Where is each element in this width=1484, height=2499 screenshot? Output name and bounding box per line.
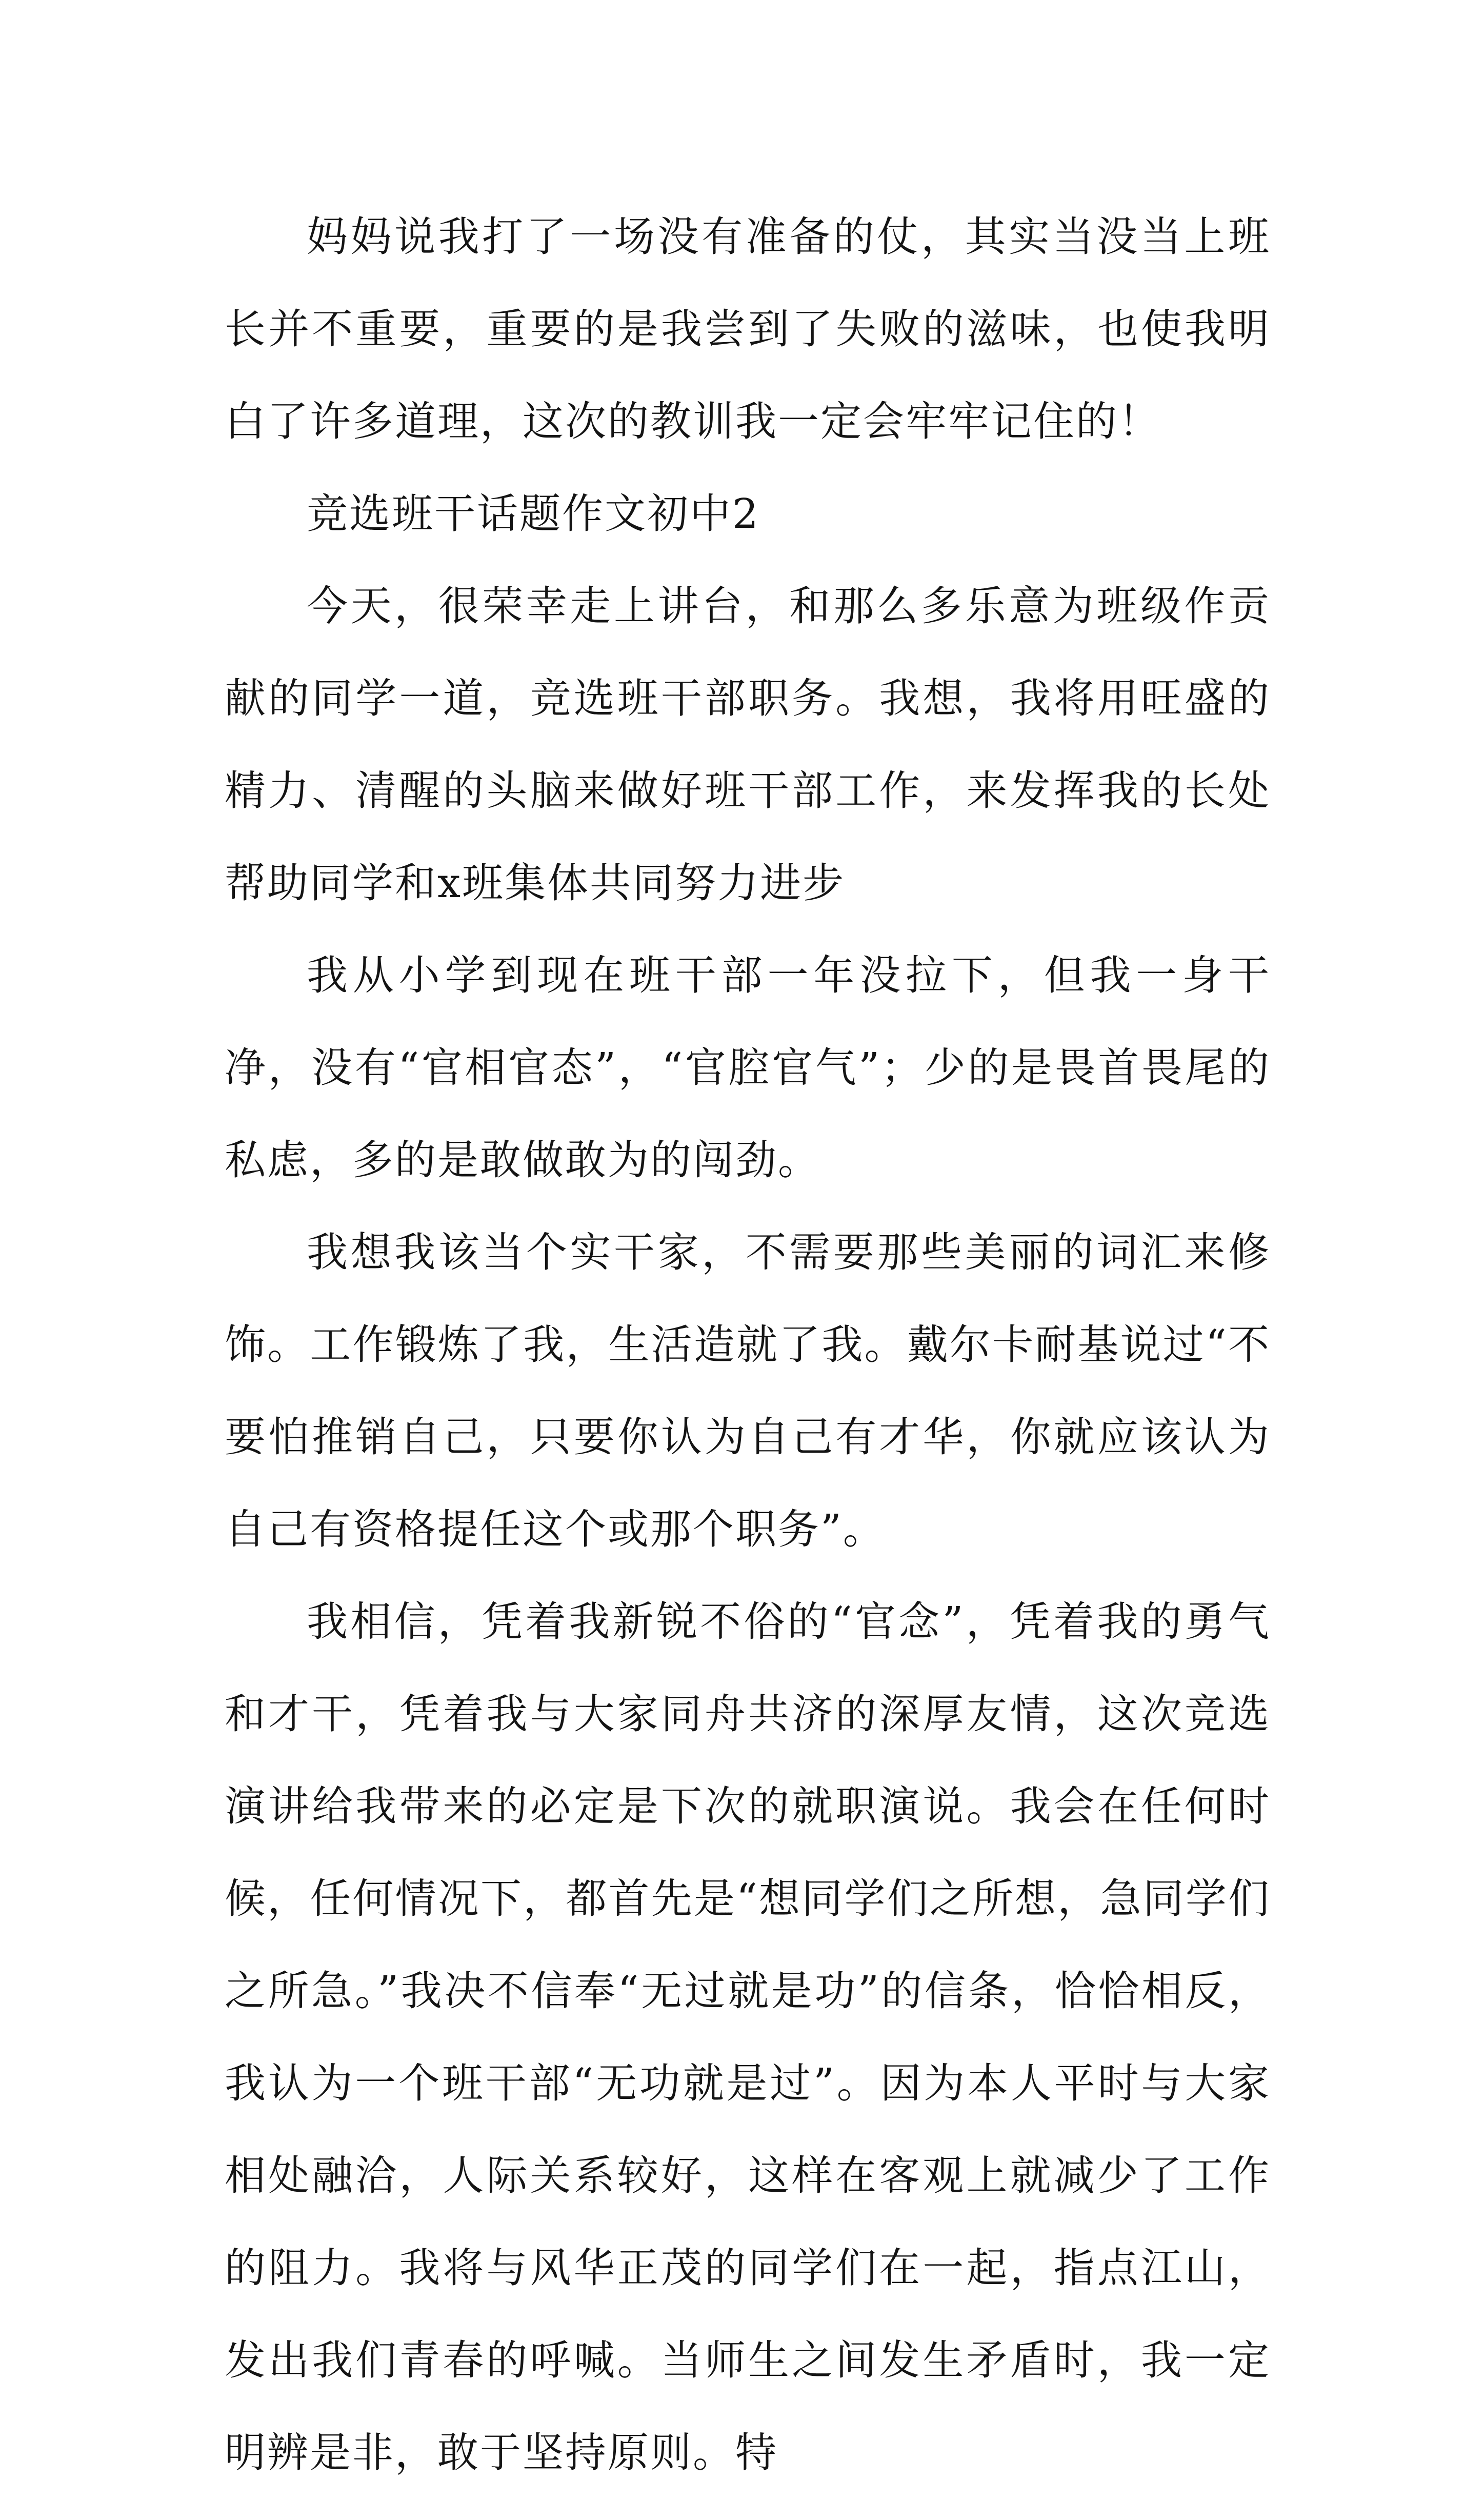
document-body	[225, 191, 1271, 2499]
paragraph-commitment: 我相信，凭着我新锐不俗的“官念”，凭着我的勇气和才干，凭着我与大家同舟共济的深厚友情，这次竞选演讲给我带来的必定是下次的就职演说。我会在任何时候，任何情况下，都首先是“想同学们之所想，急同学们之所急。”我决不信奉“无过就是功”的信条，恰恰相反，我认为一个班干部“无功就是过”。因为本人平时与大家相处融洽，人际关系较好，这样在客观上就减少了工作的阻力。我将与风华正茂的同学们在一起，指点江山，发出我们青春的呼喊。当师生之间发生矛盾时，我一定明辨是非，敢于坚持原则。特	[225, 1598, 1271, 2476]
paragraph-practical: 我想我该当个实干家，不需要那些美丽的词汇来修饰。工作锻炼了我，生活造就了我。戴尔卡耐基说过“不要怕推销自己，只要你认为自己有才华，你就应该认为自己有资格提任这个或那个职务”。	[225, 1228, 1271, 1553]
paragraph-intro: 妈妈说我打了一场没有准备的仗，其实当没当上班长并不重要，重要的是我尝到了失败的滋味，也使我明白了许多道理，这次的教训我一定会牢牢记住的！	[225, 213, 1271, 445]
section-heading: 竞选班干话题作文初中2	[307, 490, 760, 538]
paragraph-experience: 我从小学到现在班干部一年没拉下，但我一身干净，没有“官相官态”，“官腔官气”；少的是畏首畏尾的私虑，多的是敢做敢为的闯劲。	[225, 951, 1271, 1184]
paragraph-opening: 今天，很荣幸走上讲台，和那么多乐意为班级作贡献的同学一道，竞选班干部职务。我想，我将用旺盛的精力、清醒的头脑来做好班干部工作，来发挥我的长处帮助同学和x班集体共同努力进步	[225, 582, 1271, 907]
